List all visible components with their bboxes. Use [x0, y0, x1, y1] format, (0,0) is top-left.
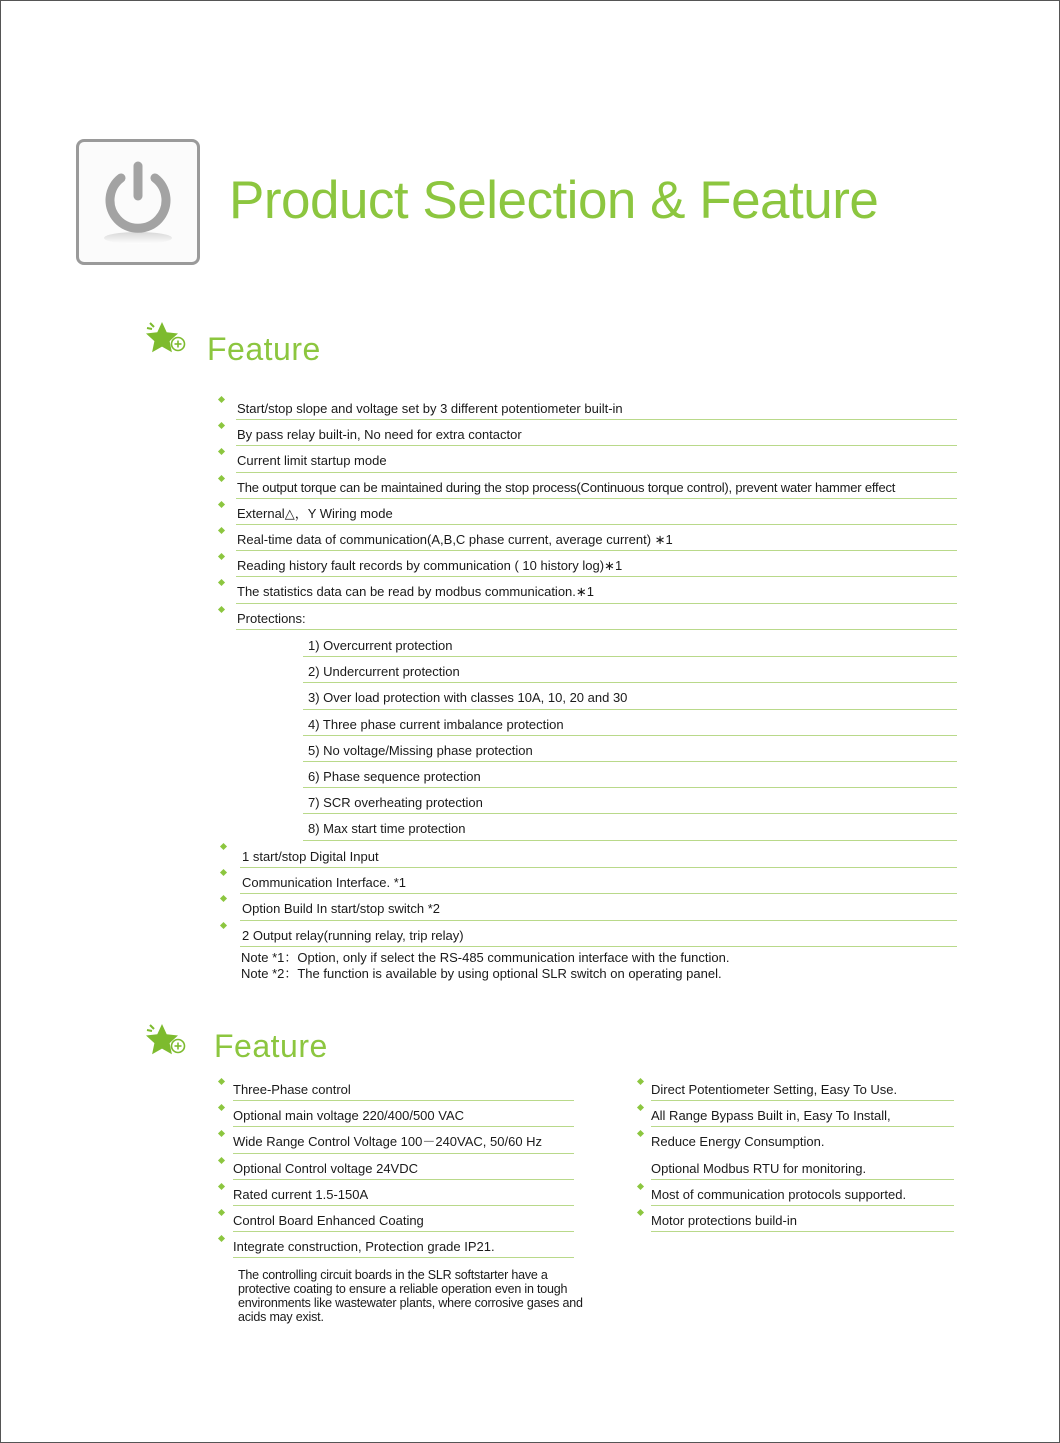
item-text: Reduce Energy Consumption. [651, 1134, 825, 1150]
list-item [236, 525, 957, 551]
list-item [651, 1154, 954, 1180]
list-item [233, 1206, 574, 1232]
list-item [233, 1075, 574, 1101]
item-text: Three-Phase control [233, 1082, 351, 1097]
item-text: Optional main voltage 220/400/500 VAC [233, 1108, 465, 1124]
list-item: 7) SCR overheating protection [303, 788, 957, 814]
list-item [236, 499, 957, 525]
item-text: Reading history fault records by communication ( 10 history log)∗1 [237, 558, 623, 574]
list-item [233, 1232, 574, 1258]
list-item [651, 1127, 954, 1153]
item-text: All Range Bypass Built in, Easy To Install, [651, 1108, 891, 1124]
list-item [236, 394, 957, 420]
list-item [236, 446, 957, 472]
list-item [233, 1127, 574, 1153]
list-item [651, 1101, 954, 1127]
list-item: 1) Overcurrent protection [303, 631, 957, 657]
item-text: Communication Interface. *1 [242, 875, 407, 891]
list-item [651, 1075, 954, 1101]
list-item: 4) Three phase current imbalance protection [303, 710, 957, 736]
list-item [240, 842, 957, 868]
item-text: 2 Output relay(running relay, trip relay) [242, 927, 464, 943]
note-1: Note *1：Option, only if select the RS-485 communication interface with the function. [241, 950, 730, 965]
note-2: Note *2：The function is available by using optional SLR switch on operating panel. [241, 966, 722, 981]
list-item: 8) Max start time protection [303, 814, 957, 840]
item-text: External△，Y Wiring mode [237, 505, 393, 521]
list-item [240, 868, 957, 894]
list-item [233, 1180, 574, 1206]
item-text: Most of communication protocols supported. [651, 1186, 907, 1202]
feature-list-extra [240, 842, 957, 947]
item-text: Optional Control voltage 24VDC [233, 1160, 418, 1176]
list-item: 2) Undercurrent protection [303, 657, 957, 683]
feature-list [236, 394, 957, 630]
item-text: The output torque can be maintained during the stop process(Continuous torque control), prevent water hammer effect [237, 479, 896, 495]
protections-list [303, 631, 957, 841]
list-item: 3) Over load protection with classes 10A, 10, 20 and 30 [303, 683, 957, 709]
item-text: Current limit startup mode [237, 453, 387, 469]
section-title-feature-2: Feature [214, 1028, 328, 1064]
list-item [236, 473, 957, 499]
list-item [651, 1180, 954, 1206]
section-title-feature: Feature [207, 331, 321, 367]
feature-list-left [233, 1075, 574, 1258]
list-item [236, 604, 957, 630]
list-item: 6) Phase sequence protection [303, 762, 957, 788]
item-text: Wide Range Control Voltage 100－240VAC, 50/60 Hz [233, 1134, 543, 1150]
logo-box [76, 139, 200, 265]
item-text: Protections: [237, 610, 306, 626]
star-plus-icon [142, 316, 188, 358]
list-item [236, 577, 957, 603]
item-text: Direct Potentiometer Setting, Easy To Use. [651, 1082, 898, 1097]
list-item [236, 420, 957, 446]
list-item [233, 1154, 574, 1180]
item-text: Control Board Enhanced Coating [233, 1212, 424, 1228]
list-item [240, 921, 957, 947]
item-text: The statistics data can be read by modbus communication.∗1 [237, 584, 595, 600]
item-text: 1 start/stop Digital Input [242, 849, 379, 864]
list-item: 5) No voltage/Missing phase protection [303, 736, 957, 762]
list-item [236, 551, 957, 577]
item-text: Motor protections build-in [651, 1212, 797, 1228]
power-button-icon [79, 142, 197, 262]
list-item [233, 1101, 574, 1127]
feature-list-right [651, 1075, 954, 1232]
coating-description: The controlling circuit boards in the SLR softstarter have a protective coating to ensure a reliable operation even in tough environments like wastewater plants, where corrosive gases and acids may exist. [238, 1268, 583, 1324]
item-text: Integrate construction, Protection grade IP21. [233, 1239, 495, 1255]
item-text: Optional Modbus RTU for monitoring. [651, 1160, 867, 1176]
star-plus-icon [142, 1018, 188, 1060]
item-text: Start/stop slope and voltage set by 3 different potentiometer built-in [237, 401, 623, 416]
footnotes [241, 950, 729, 982]
item-text: Real-time data of communication(A,B,C phase current, average current) ∗1 [237, 531, 673, 547]
item-text: Rated current 1.5-150A [233, 1186, 369, 1202]
item-text: Option Build In start/stop switch *2 [242, 901, 440, 917]
list-item [240, 894, 957, 920]
page-title: Product Selection & Feature [229, 171, 879, 230]
list-item [651, 1206, 954, 1232]
item-text: By pass relay built-in, No need for extra contactor [237, 427, 522, 443]
